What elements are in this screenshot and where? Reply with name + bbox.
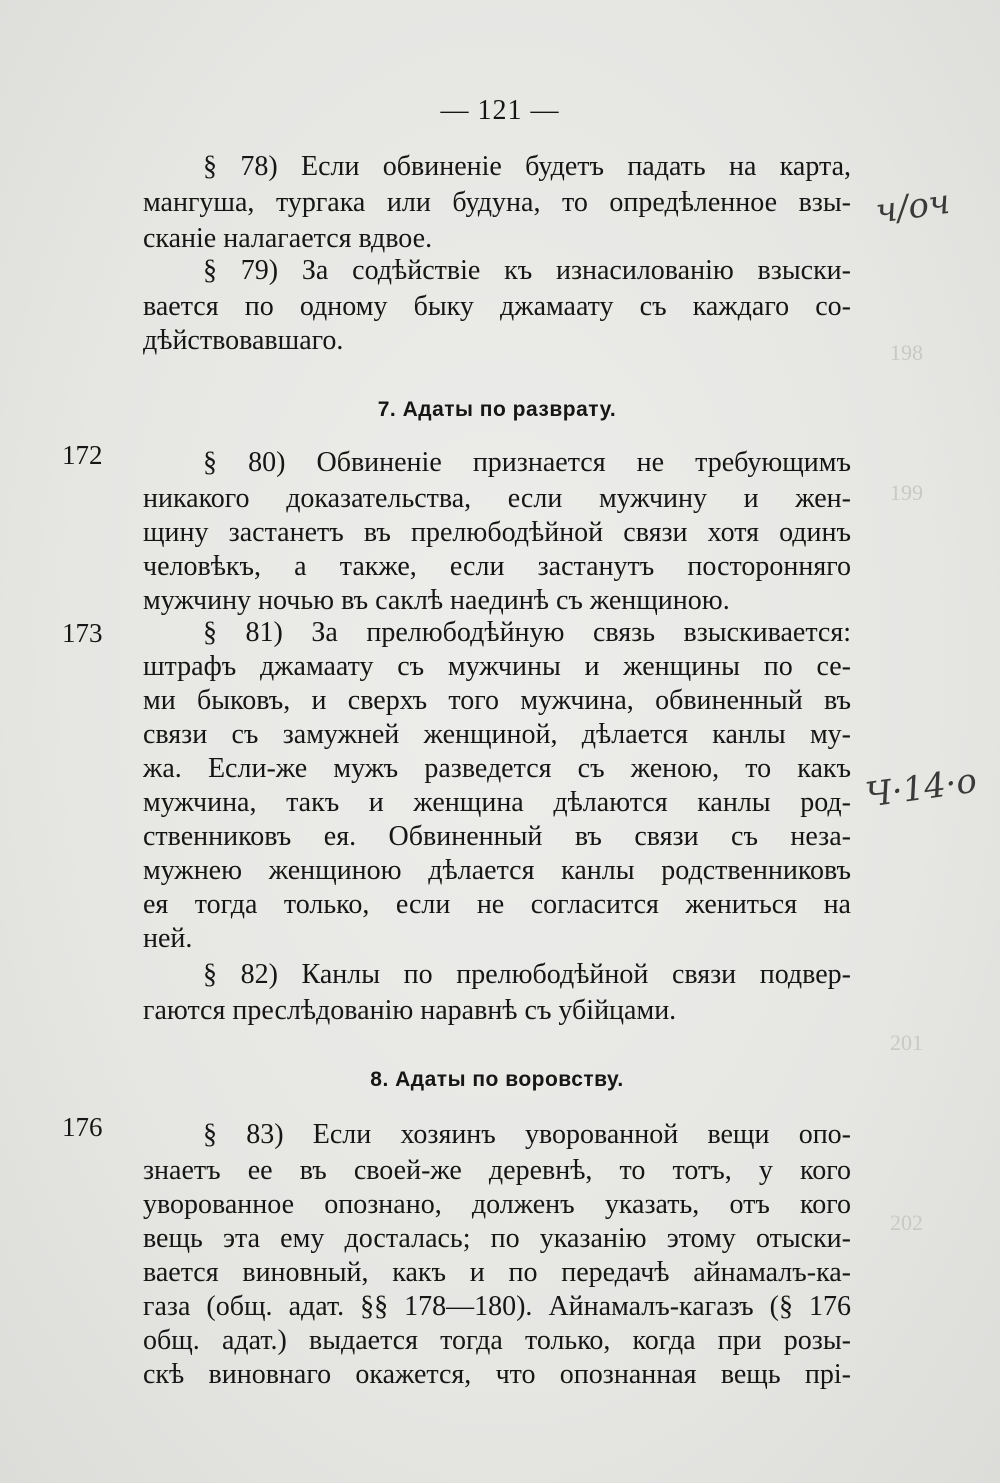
paragraph-80-line-3: щину застанетъ въ прелюбодѣйной связи хотя одинъ — [143, 517, 851, 548]
paragraph-83-line-6: газа (общ. адат. §§ 178—180). Айнамалъ-кагазъ (§ 176 — [143, 1291, 851, 1322]
paragraph-81-line-6: мужчина, такъ и женщина дѣлаются канлы род- — [143, 787, 851, 818]
bleed-through-decoration: 202 — [890, 1210, 923, 1235]
paragraph-81-line-3: ми быковъ, и сверхъ того мужчина, обвиненный въ — [143, 685, 851, 716]
paragraph-83-line-5: вается виновный, какъ и по передачѣ айнамалъ-ка- — [143, 1257, 851, 1288]
paragraph-83-line-8: скѣ виновнаго окажется, что опознанная вещь прі- — [143, 1359, 851, 1390]
margin-number-172: 172 — [62, 440, 103, 470]
paragraph-83-line-1: § 83) Если хозяинъ уворованной вещи опо- — [203, 1119, 851, 1150]
bleed-through-decoration: 199 — [890, 480, 923, 505]
bleed-through-decoration: 198 — [890, 340, 923, 365]
margin-number-173: 173 — [62, 618, 103, 648]
paragraph-81-line-2: штрафъ джамаату съ мужчины и женщины по се- — [143, 651, 851, 682]
paragraph-80-line-4: человѣкъ, а также, если застанутъ посторонняго — [143, 551, 851, 582]
paragraph-80-line-1: § 80) Обвиненіе признается не требующимъ — [203, 447, 851, 478]
paragraph-81-line-10: ней. — [143, 923, 193, 954]
paragraph-80-line-2: никакого доказательства, если мужчину и жен- — [143, 483, 851, 514]
paragraph-81-line-9: ея тогда только, если не согласится жениться на — [143, 889, 851, 920]
paragraph-78-line-3: сканіе налагается вдвое. — [143, 223, 433, 254]
paragraph-81-line-8: мужнею женщиною дѣлается канлы родственниковъ — [143, 855, 851, 886]
paragraph-83-line-4: вещь эта ему досталась; по указанію этому отыски- — [143, 1223, 851, 1254]
paragraph-81-line-7: ственниковъ ея. Обвиненный въ связи съ неза- — [143, 821, 851, 852]
paragraph-82-line-1: § 82) Канлы по прелюбодѣйной связи подвер- — [203, 959, 851, 990]
paragraph-80-line-5: мужчину ночью въ саклѣ наединѣ съ женщиною. — [143, 585, 730, 616]
margin-number-176: 176 — [62, 1112, 103, 1142]
paragraph-79-line-3: дѣйствовавшаго. — [143, 325, 344, 356]
paragraph-81-line-4: связи съ замужней женщиной, дѣлается канлы му- — [143, 719, 851, 750]
paragraph-82-line-2: гаются преслѣдованію наравнѣ съ убійцами. — [143, 995, 677, 1026]
paragraph-83-line-2: знаетъ ее въ своей-же деревнѣ, то тотъ, у кого — [143, 1155, 851, 1186]
paragraph-83-line-7: общ. адат.) выдается тогда только, когда при розы- — [143, 1325, 851, 1356]
paragraph-81-line-1: § 81) За прелюбодѣйную связь взыскивается: — [203, 617, 851, 648]
handwritten-annotation-2: Ч·14·о — [863, 760, 980, 816]
paragraph-78-line-1: § 78) Если обвиненіе будетъ падать на карта, — [203, 151, 851, 182]
section-heading-7: 7. Адаты по разврату. — [377, 398, 617, 421]
paragraph-78-line-2: мангуша, тургака или будуна, то опредѣленное взы- — [143, 187, 851, 218]
handwritten-annotation-1: ч/оч — [873, 181, 953, 232]
section-heading-8: 8. Адаты по воровству. — [370, 1068, 624, 1091]
paragraph-81-line-5: жа. Если-же мужъ разведется съ женою, то какъ — [143, 753, 851, 784]
page-number: — 121 — — [440, 95, 560, 126]
paragraph-79-line-2: вается по одному быку джамаату съ каждаго со- — [143, 291, 851, 322]
paragraph-79-line-1: § 79) За содѣйствіе къ изнасилованію взыски- — [203, 255, 851, 286]
paragraph-83-line-3: уворованное опознано, долженъ указать, отъ кого — [143, 1189, 851, 1220]
bleed-through-decoration: 201 — [890, 1030, 923, 1055]
